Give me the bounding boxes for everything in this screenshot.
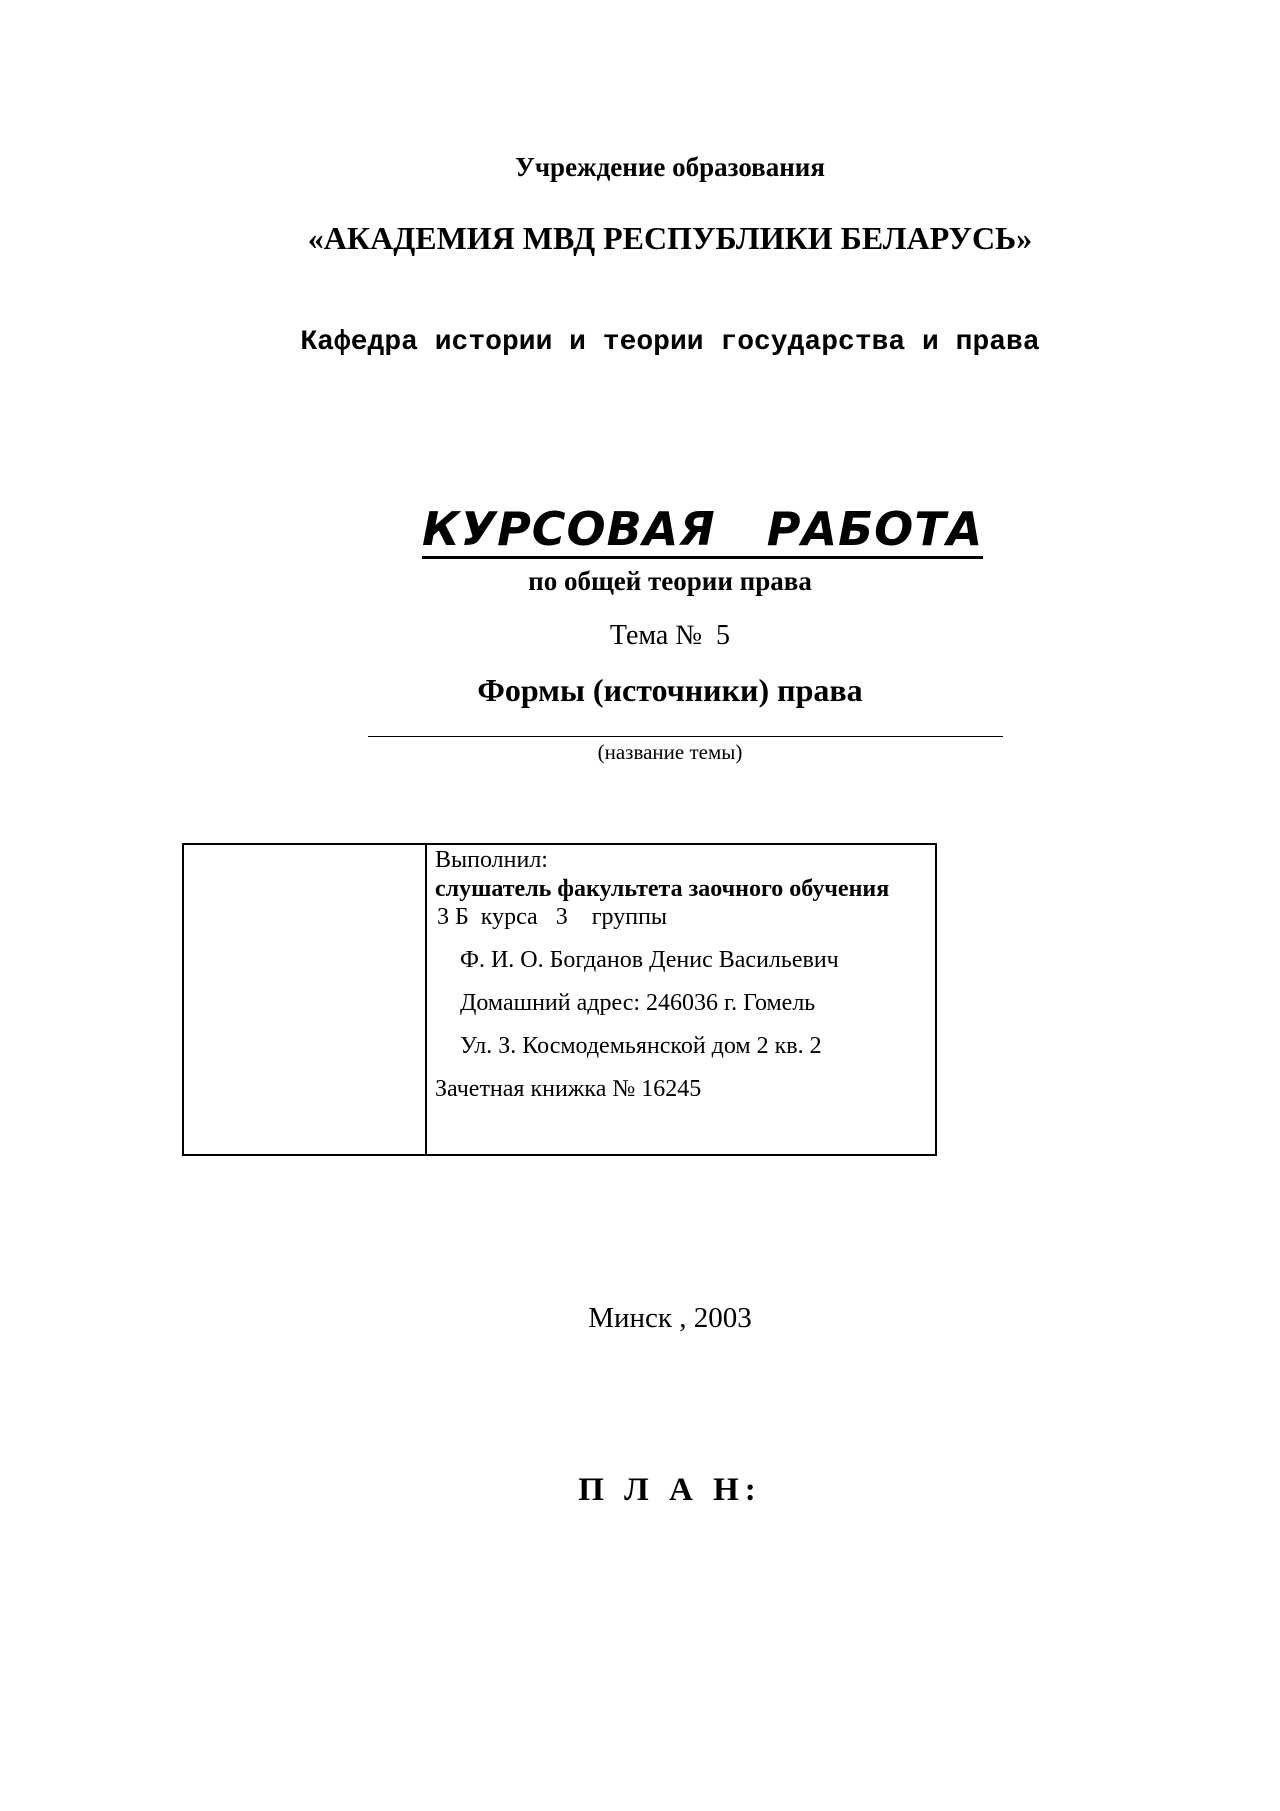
topic-hint: (название темы)	[597, 740, 743, 764]
student-full-name: Ф. И. О. Богданов Денис Васильевич	[460, 947, 839, 973]
performed-by-label: Выполнил:	[435, 847, 548, 873]
institution-type: Учреждение образования	[515, 152, 825, 182]
info-table-details-cell	[427, 845, 935, 1154]
street-address: Ул. З. Космодемьянской дом 2 кв. 2	[460, 1033, 822, 1059]
plan-heading: П Л А Н:	[578, 1472, 762, 1508]
student-info-table	[182, 843, 937, 1156]
home-address: Домашний адрес: 246036 г. Гомель	[460, 990, 816, 1016]
subject-line: по общей теории права	[528, 566, 812, 596]
topic-underline	[368, 736, 1003, 737]
topic-title: Формы (источники) права	[477, 672, 863, 708]
academy-name: «АКАДЕМИЯ МВД РЕСПУБЛИКИ БЕЛАРУСЬ»	[307, 220, 1033, 256]
city-year: Минск , 2003	[588, 1302, 752, 1334]
course-group: 3 Б курса 3 группы	[437, 904, 668, 930]
student-role: слушатель факультета заочного обучения	[435, 876, 890, 902]
department-name: Кафедра истории и теории государства и права	[300, 327, 1040, 358]
topic-number: Тема № 5	[609, 620, 731, 651]
work-type-title: КУРСОВАЯ РАБОТА	[422, 502, 983, 559]
info-table-empty-cell	[184, 845, 427, 1154]
record-book-number: Зачетная книжка № 16245	[435, 1076, 702, 1102]
